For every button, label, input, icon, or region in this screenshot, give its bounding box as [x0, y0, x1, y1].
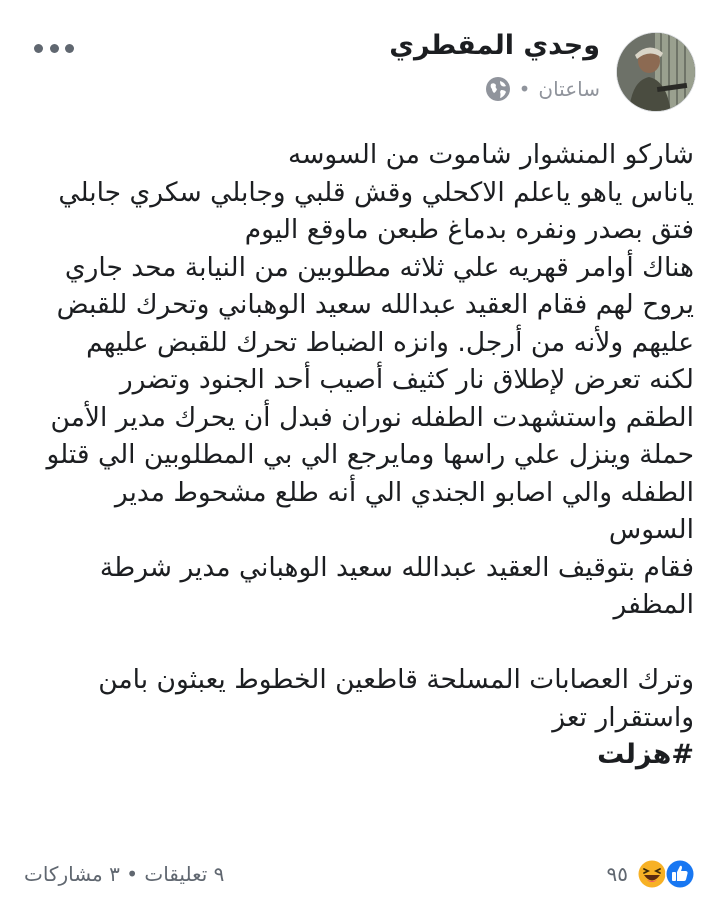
globe-icon[interactable] [485, 76, 511, 102]
post-time[interactable]: ساعتان [538, 77, 600, 101]
post-line: هناك أوامر قهريه علي ثلاثه مطلوبين من النيابة محد جاري [64, 251, 694, 283]
post-line: وترك العصابات المسلحة قاطعين الخطوط يعبثون بامن [98, 664, 694, 695]
reactions-summary[interactable] [607, 858, 696, 890]
post-line: عليهم ولأنه من أرجل. وانزه الضباط تحرك للقبض عليهم [86, 326, 694, 358]
hashtag-link[interactable]: #هزلت [597, 739, 694, 770]
post-line: يروح لهم فقام العقيد عبدالله سعيد الوهباني وتحرك للقبض [56, 289, 694, 320]
post-line: السوس [608, 514, 694, 545]
post-line: المظفر [613, 589, 694, 620]
post-line: حملة وينزل علي راسها ومايرجع الي بي المطلوبين الي قتلو [46, 439, 694, 470]
post-line: الطقم واستشهدت الطفله نوران فبدل أن يحرك مدير الأمن [50, 401, 694, 433]
more-options-icon[interactable] [34, 36, 74, 60]
post-line: ياناس ياهو ياعلم الاكحلي وقش قلبي وجابلي سكري جابلي [58, 176, 694, 208]
meta-separator: • [518, 77, 531, 101]
post-line: فقام بتوقيف العقيد عبدالله سعيد الوهباني مدير شرطة [99, 551, 694, 583]
post-line: شاركو المنشوار شاموت من السوسه [288, 139, 694, 170]
post-line: الطفله والي اصابو الجندي الي أنه طلع مشحوط مدير [114, 476, 694, 508]
post-text [30, 136, 694, 774]
post-line: فتق بصدر ونفره بدماغ طبعن ماوقع اليوم [244, 214, 694, 245]
avatar[interactable] [616, 32, 696, 112]
post-line: لكنه تعرض لإطلاق نار كثيف أصيب أحد الجنود وتضرر [119, 364, 694, 395]
avatar-photo [617, 33, 696, 112]
post-line: واستقرار تعز [552, 701, 694, 733]
post-line-blank [30, 624, 694, 662]
like-reaction-icon [664, 858, 696, 890]
author-name[interactable]: وجدي المقطري [389, 30, 600, 61]
comments-shares-count[interactable]: ٩ تعليقات • ٣ مشاركات [24, 862, 225, 886]
reactions-count[interactable]: ٩٥ [606, 862, 628, 886]
post-meta [485, 76, 600, 102]
